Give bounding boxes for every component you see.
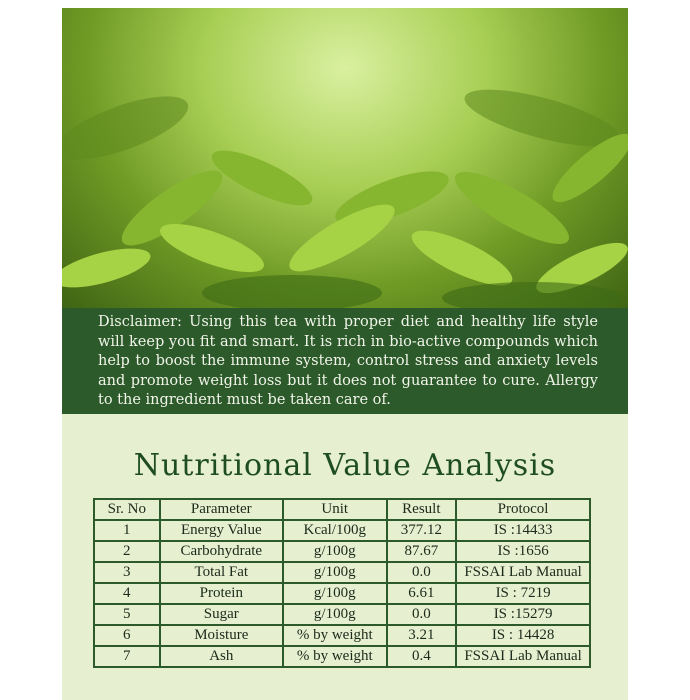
- table-row: [94, 604, 590, 625]
- cell-unit: % by weight: [283, 625, 387, 646]
- header-protocol: Protocol: [456, 499, 590, 520]
- table-row: [94, 646, 590, 667]
- cell-parameter: Moisture: [160, 625, 283, 646]
- cell-result: 0.4: [387, 646, 457, 667]
- disclaimer-text: Disclaimer: Using this tea with proper diet and healthy life style will keep you fit and smart. It is rich in bio-active compounds which help to boost the immune system, control stress and anxiety levels and promote weight loss but it does not guarantee to cure. Allergy to the ingredient must be taken care of.: [98, 314, 598, 408]
- cell-result: 6.61: [387, 583, 457, 604]
- cell-sr-no: 7: [94, 646, 160, 667]
- nutrition-table: [93, 498, 591, 668]
- table-row: [94, 583, 590, 604]
- table-header-row: [94, 499, 590, 520]
- cell-protocol: IS : 14428: [456, 625, 590, 646]
- disclaimer-banner: [62, 308, 628, 414]
- cell-unit: Kcal/100g: [283, 520, 387, 541]
- tea-leaves-photo: [62, 8, 628, 308]
- cell-result: 0.0: [387, 604, 457, 625]
- table-row: [94, 541, 590, 562]
- cell-sr-no: 5: [94, 604, 160, 625]
- cell-unit: g/100g: [283, 562, 387, 583]
- cell-parameter: Ash: [160, 646, 283, 667]
- cell-result: 87.67: [387, 541, 457, 562]
- cell-parameter: Carbohydrate: [160, 541, 283, 562]
- cell-unit: % by weight: [283, 646, 387, 667]
- cell-parameter: Sugar: [160, 604, 283, 625]
- header-unit: Unit: [283, 499, 387, 520]
- cell-sr-no: 1: [94, 520, 160, 541]
- cell-unit: g/100g: [283, 604, 387, 625]
- cell-protocol: IS :14433: [456, 520, 590, 541]
- cell-unit: g/100g: [283, 541, 387, 562]
- product-info-card: [62, 8, 628, 700]
- cell-protocol: IS :1656: [456, 541, 590, 562]
- cell-sr-no: 2: [94, 541, 160, 562]
- cell-sr-no: 4: [94, 583, 160, 604]
- table-row: [94, 520, 590, 541]
- cell-result: 3.21: [387, 625, 457, 646]
- cell-protocol: IS :15279: [456, 604, 590, 625]
- cell-result: 377.12: [387, 520, 457, 541]
- table-row: [94, 625, 590, 646]
- cell-parameter: Energy Value: [160, 520, 283, 541]
- section-title: Nutritional Value Analysis: [133, 448, 557, 483]
- cell-protocol: FSSAI Lab Manual: [456, 646, 590, 667]
- cell-sr-no: 6: [94, 625, 160, 646]
- cell-parameter: Total Fat: [160, 562, 283, 583]
- cell-parameter: Protein: [160, 583, 283, 604]
- table-row: [94, 562, 590, 583]
- cell-result: 0.0: [387, 562, 457, 583]
- header-parameter: Parameter: [160, 499, 283, 520]
- tea-leaves-illustration: [62, 8, 628, 308]
- cell-unit: g/100g: [283, 583, 387, 604]
- cell-protocol: FSSAI Lab Manual: [456, 562, 590, 583]
- cell-protocol: IS : 7219: [456, 583, 590, 604]
- header-result: Result: [387, 499, 457, 520]
- header-sr-no: Sr. No: [94, 499, 160, 520]
- cell-sr-no: 3: [94, 562, 160, 583]
